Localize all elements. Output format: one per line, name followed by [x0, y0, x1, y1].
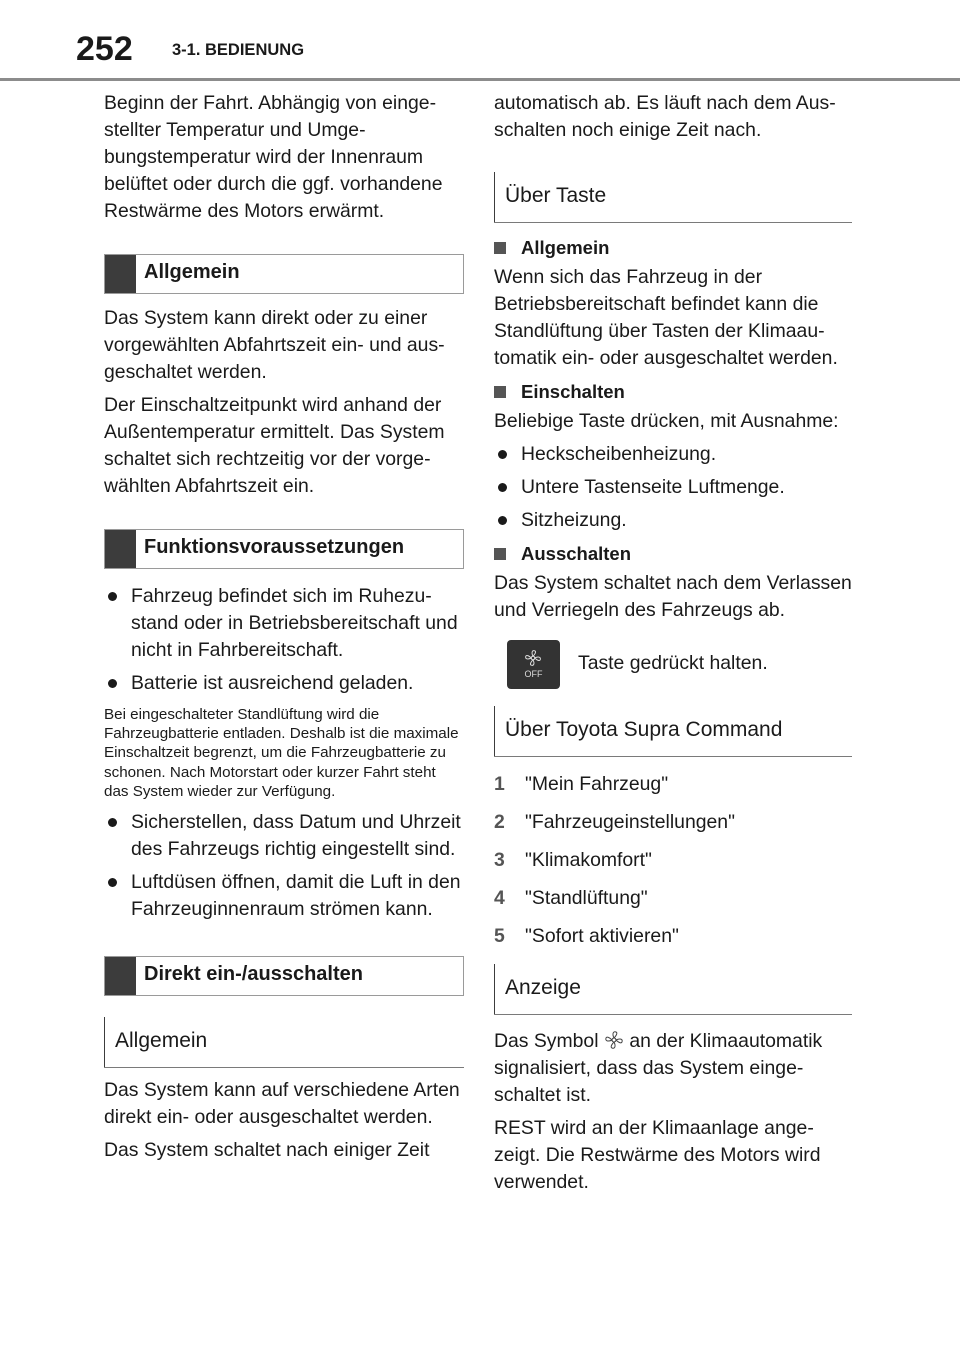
paragraph: Das System schaltet nach dem Verlassen und Verriegeln des Fahrzeugs ab.: [494, 572, 852, 621]
paragraph: Das System kann direkt oder zu einer vorgewählten Abfahrtszeit ein- und ausgeschaltet werden.: [104, 307, 445, 383]
step-item: [494, 885, 852, 912]
bullet-dot-icon: [108, 818, 117, 827]
bullet-dot-icon: [498, 516, 507, 525]
intro-paragraph: Beginn der Fahrt. Abhängig von eingestellter Temperatur und Umgebungstemperatur wird der Innenraum belüftet oder durch die ggf. vorhandene Restwärme des Motors erwärmt.: [104, 92, 443, 222]
list-item: [494, 474, 852, 501]
step-item: [494, 847, 852, 874]
subheading-line: [104, 1017, 105, 1067]
subheading-allgemein: [104, 1017, 464, 1068]
minor-heading-text: Allgemein: [521, 237, 610, 258]
fan-icon: [604, 1030, 624, 1050]
list-item: [104, 670, 464, 697]
list-item: [104, 583, 464, 664]
subheading-text: Über Toyota Supra Command: [505, 718, 783, 741]
paragraph: [494, 1028, 852, 1109]
section-heading-funktionsvoraussetzungen: [104, 529, 464, 569]
step-text: "Klimakomfort": [525, 849, 652, 871]
paragraph: Das System schaltet nach einiger Zeit: [104, 1139, 430, 1162]
page-header: [0, 0, 960, 80]
step-text: "Fahrzeugeinstellungen": [525, 811, 735, 833]
subheading-text: Allgemein: [115, 1029, 208, 1053]
page-number: 252: [76, 30, 133, 68]
step-number: 4: [494, 887, 505, 909]
step-item: [494, 809, 852, 836]
minor-heading-einschalten: [494, 380, 852, 404]
step-number: 5: [494, 925, 505, 947]
paragraph: Beliebige Taste drücken, mit Ausnahme:: [494, 410, 839, 432]
paragraph-text: an der Klimaautomatik signalisiert, dass das System eingeschaltet ist.: [494, 1030, 823, 1106]
list-item-text: Sicherstellen, dass Datum und Uhrzeit des Fahrzeugs richtig eingestellt sind.: [131, 811, 461, 861]
key-instruction-row: [494, 640, 852, 698]
minor-heading-ausschalten: [494, 542, 852, 566]
list-item-text: Fahrzeug befindet sich im Ruhezustand oder in Betriebsbereitschaft und nicht in Fahrbereitschaft.: [131, 585, 458, 661]
section-heading-text: Direkt ein-/ausschalten: [144, 963, 363, 986]
key-instruction-text: Taste gedrückt halten.: [578, 652, 768, 674]
bullet-dot-icon: [498, 483, 507, 492]
paragraph: Wenn sich das Fahrzeug in der Betriebsbereitschaft befindet kann die Standlüftung über Tasten der Klimaautomatik ein- oder ausgeschaltet werden.: [494, 266, 838, 369]
header-divider: [0, 78, 960, 81]
paragraph: Der Einschaltzeitpunkt wird anhand der Außentemperatur ermittelt. Das System schaltet sich rechtzeitig vor der vorgewählten Abfahrtszeit ein.: [104, 394, 445, 497]
step-number: 1: [494, 773, 505, 795]
subheading-anzeige: [494, 964, 852, 1015]
section-heading-direkt: [104, 956, 464, 996]
section-heading-bar: [105, 530, 136, 568]
bullet-dot-icon: [108, 878, 117, 887]
list-item: [494, 507, 852, 534]
fan-off-key: [507, 640, 560, 689]
square-bullet-icon: [494, 386, 506, 398]
list-item-text: Sitzheizung.: [521, 509, 627, 531]
subheading-line: [494, 964, 495, 1014]
list-item-text: Luftdüsen öffnen, damit die Luft in den Fahrzeuginnenraum strömen kann.: [131, 871, 461, 921]
minor-heading-allgemein: [494, 236, 852, 260]
list-item-text: Heckscheibenheizung.: [521, 443, 717, 465]
section-heading-bar: [105, 957, 136, 995]
step-text: "Mein Fahrzeug": [525, 773, 669, 795]
steps-list: [494, 771, 852, 950]
step-item: [494, 771, 852, 798]
section-heading-text: Allgemein: [144, 261, 240, 283]
subheading-text: Über Taste: [505, 184, 607, 207]
section-heading-text: Funktionsvoraussetzungen: [144, 536, 405, 558]
requirements-list: [104, 583, 464, 697]
section-heading-bar: [105, 255, 136, 293]
step-number: 2: [494, 811, 505, 833]
list-item: [494, 441, 852, 468]
right-column: [494, 90, 852, 1196]
subheading-text: Anzeige: [505, 976, 581, 999]
section-heading-allgemein: [104, 254, 464, 294]
paragraph: REST wird an der Klimaanlage angezeigt. Die Restwärme des Motors wird verwendet.: [494, 1117, 821, 1193]
list-item: [104, 809, 464, 863]
square-bullet-icon: [494, 242, 506, 254]
list-item: [104, 869, 464, 923]
bullet-dot-icon: [498, 450, 507, 459]
subheading-line: [494, 706, 495, 756]
requirements-list-2: [104, 809, 464, 923]
left-column: [104, 90, 464, 1164]
bullet-dot-icon: [108, 592, 117, 601]
square-bullet-icon: [494, 548, 506, 560]
bullet-dot-icon: [108, 679, 117, 688]
fan-icon: [524, 649, 542, 667]
step-text: "Sofort aktivieren": [525, 925, 679, 947]
paragraph-text: Das Symbol: [494, 1030, 599, 1052]
subheading-ueber-taste: [494, 172, 852, 223]
subheading-command: [494, 706, 852, 757]
note-text: Bei eingeschalteter Standlüftung wird die Fahrzeugbatterie entladen. Deshalb ist die maximale Einschaltzeit begrenzt, um die Fahrzeugbatterie zu schonen. Nach Motorstart oder kurzer Fahrt steht das System wieder zur Verfügung.: [104, 706, 459, 800]
step-number: 3: [494, 849, 505, 871]
minor-heading-text: Ausschalten: [521, 543, 632, 564]
exceptions-list: [494, 441, 852, 534]
list-item-text: Untere Tastenseite Luftmenge.: [521, 476, 785, 498]
list-item-text: Batterie ist ausreichend geladen.: [131, 672, 414, 694]
step-text: "Standlüftung": [525, 887, 648, 909]
chapter-title: 3-1. BEDIENUNG: [172, 41, 305, 59]
paragraph: Das System kann auf verschiedene Arten direkt ein- oder ausgeschaltet werden.: [104, 1079, 460, 1129]
paragraph-continued: automatisch ab. Es läuft nach dem Ausschalten noch einige Zeit nach.: [494, 92, 836, 141]
minor-heading-text: Einschalten: [521, 381, 625, 402]
key-label: OFF: [524, 669, 543, 679]
subheading-line: [494, 172, 495, 222]
step-item: [494, 923, 852, 950]
